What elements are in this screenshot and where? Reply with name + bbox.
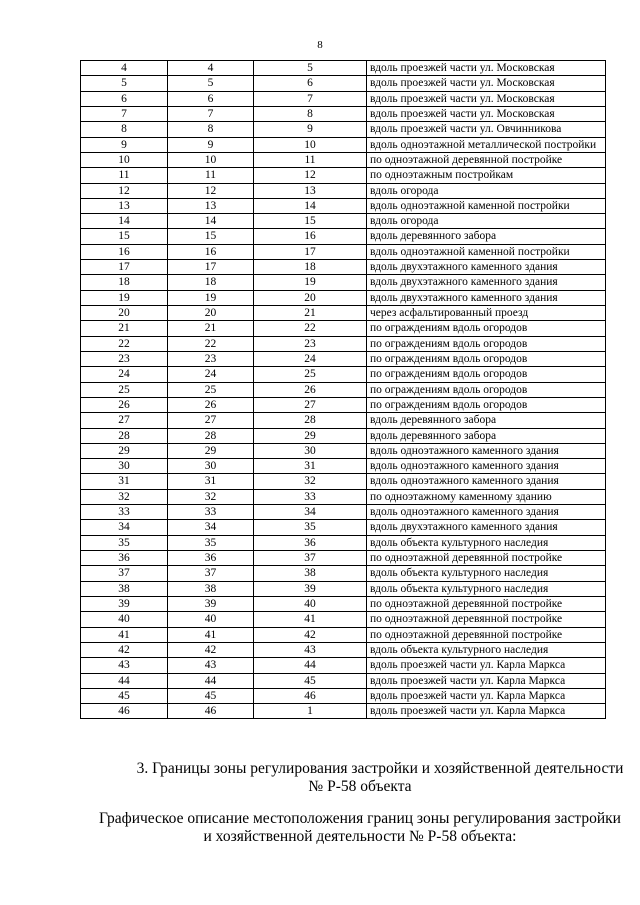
point-from-cell: 12 (81, 183, 168, 198)
point-from-cell: 37 (81, 566, 168, 581)
table-row (81, 198, 606, 213)
segment-end-cell: 17 (254, 244, 367, 259)
segment-start-cell: 31 (168, 474, 254, 489)
segment-end-cell: 19 (254, 275, 367, 290)
segment-end-cell: 31 (254, 459, 367, 474)
segment-end-cell: 42 (254, 627, 367, 642)
segment-end-cell: 21 (254, 306, 367, 321)
segment-start-cell: 16 (168, 244, 254, 259)
segment-end-cell: 10 (254, 137, 367, 152)
boundary-description-cell: вдоль объекта культурного наследия (367, 642, 606, 657)
table-row (81, 505, 606, 520)
segment-end-cell: 41 (254, 612, 367, 627)
segment-start-cell: 34 (168, 520, 254, 535)
boundary-description-cell: вдоль деревянного забора (367, 413, 606, 428)
point-from-cell: 7 (81, 106, 168, 121)
boundary-description-cell: по ограждениям вдоль огородов (367, 367, 606, 382)
point-from-cell: 31 (81, 474, 168, 489)
segment-start-cell: 43 (168, 658, 254, 673)
segment-start-cell: 12 (168, 183, 254, 198)
segment-end-cell: 13 (254, 183, 367, 198)
table-row (81, 214, 606, 229)
segment-start-cell: 30 (168, 459, 254, 474)
boundary-description-cell: вдоль проезжей части ул. Московская (367, 91, 606, 106)
segment-end-cell: 45 (254, 673, 367, 688)
boundary-description-cell: вдоль проезжей части ул. Овчинникова (367, 122, 606, 137)
table-row (81, 596, 606, 611)
segment-end-cell: 43 (254, 642, 367, 657)
segment-end-cell: 23 (254, 336, 367, 351)
point-from-cell: 6 (81, 91, 168, 106)
segment-start-cell: 29 (168, 443, 254, 458)
point-from-cell: 14 (81, 214, 168, 229)
segment-start-cell: 4 (168, 61, 254, 76)
point-from-cell: 41 (81, 627, 168, 642)
table-row (81, 489, 606, 504)
graphic-description-paragraph (80, 810, 640, 846)
segment-end-cell: 5 (254, 61, 367, 76)
table-row (81, 229, 606, 244)
segment-start-cell: 13 (168, 198, 254, 213)
boundary-description-cell: вдоль двухэтажного каменного здания (367, 275, 606, 290)
segment-start-cell: 14 (168, 214, 254, 229)
table-row (81, 535, 606, 550)
segment-start-cell: 17 (168, 260, 254, 275)
segment-start-cell: 11 (168, 168, 254, 183)
segment-end-cell: 16 (254, 229, 367, 244)
point-from-cell: 29 (81, 443, 168, 458)
table-row (81, 382, 606, 397)
table-row (81, 306, 606, 321)
table-row (81, 474, 606, 489)
table-row (81, 275, 606, 290)
boundary-description-cell: через асфальтированный проезд (367, 306, 606, 321)
point-from-cell: 38 (81, 581, 168, 596)
point-from-cell: 43 (81, 658, 168, 673)
boundary-description-cell: по ограждениям вдоль огородов (367, 321, 606, 336)
point-from-cell: 26 (81, 397, 168, 412)
boundary-description-cell: вдоль проезжей части ул. Карла Маркса (367, 658, 606, 673)
boundary-description-cell: вдоль одноэтажной каменной постройки (367, 244, 606, 259)
segment-start-cell: 9 (168, 137, 254, 152)
boundary-description-cell: по ограждениям вдоль огородов (367, 351, 606, 366)
boundary-description-cell: по одноэтажной деревянной постройке (367, 612, 606, 627)
boundary-table-container (80, 60, 605, 719)
boundary-description-cell: вдоль проезжей части ул. Карла Маркса (367, 688, 606, 703)
point-from-cell: 22 (81, 336, 168, 351)
table-row (81, 168, 606, 183)
segment-start-cell: 27 (168, 413, 254, 428)
segment-start-cell: 6 (168, 91, 254, 106)
section-heading (80, 760, 640, 796)
boundary-description-cell: вдоль двухэтажного каменного здания (367, 290, 606, 305)
segment-start-cell: 26 (168, 397, 254, 412)
segment-end-cell: 8 (254, 106, 367, 121)
segment-end-cell: 22 (254, 321, 367, 336)
boundary-description-cell: вдоль объекта культурного наследия (367, 581, 606, 596)
boundary-description-cell: вдоль проезжей части ул. Карла Маркса (367, 673, 606, 688)
boundary-description-cell: вдоль огорода (367, 214, 606, 229)
boundary-description-cell: вдоль одноэтажного каменного здания (367, 443, 606, 458)
point-from-cell: 35 (81, 535, 168, 550)
table-row (81, 122, 606, 137)
table-row (81, 137, 606, 152)
section-heading-line-2: № Р-58 объекта (308, 778, 412, 795)
boundary-description-cell: вдоль одноэтажной металлической постройки (367, 137, 606, 152)
boundary-description-cell: по ограждениям вдоль огородов (367, 397, 606, 412)
segment-start-cell: 44 (168, 673, 254, 688)
segment-end-cell: 32 (254, 474, 367, 489)
boundary-description-table (80, 60, 606, 719)
segment-start-cell: 40 (168, 612, 254, 627)
point-from-cell: 5 (81, 76, 168, 91)
segment-start-cell: 36 (168, 551, 254, 566)
point-from-cell: 36 (81, 551, 168, 566)
boundary-description-cell: вдоль проезжей части ул. Московская (367, 76, 606, 91)
segment-start-cell: 37 (168, 566, 254, 581)
segment-end-cell: 26 (254, 382, 367, 397)
boundary-description-cell: вдоль объекта культурного наследия (367, 566, 606, 581)
segment-end-cell: 20 (254, 290, 367, 305)
table-row (81, 413, 606, 428)
segment-end-cell: 30 (254, 443, 367, 458)
table-row (81, 443, 606, 458)
segment-start-cell: 42 (168, 642, 254, 657)
boundary-description-cell: вдоль одноэтажного каменного здания (367, 505, 606, 520)
table-row (81, 581, 606, 596)
table-row (81, 551, 606, 566)
boundary-description-cell: вдоль деревянного забора (367, 428, 606, 443)
segment-end-cell: 11 (254, 152, 367, 167)
boundary-description-cell: вдоль одноэтажного каменного здания (367, 459, 606, 474)
segment-end-cell: 37 (254, 551, 367, 566)
boundary-description-cell: по ограждениям вдоль огородов (367, 382, 606, 397)
segment-start-cell: 39 (168, 596, 254, 611)
point-from-cell: 42 (81, 642, 168, 657)
segment-end-cell: 29 (254, 428, 367, 443)
segment-end-cell: 14 (254, 198, 367, 213)
point-from-cell: 21 (81, 321, 168, 336)
segment-start-cell: 7 (168, 106, 254, 121)
segment-end-cell: 39 (254, 581, 367, 596)
table-row (81, 673, 606, 688)
segment-end-cell: 35 (254, 520, 367, 535)
segment-end-cell: 33 (254, 489, 367, 504)
table-row (81, 91, 606, 106)
point-from-cell: 16 (81, 244, 168, 259)
segment-end-cell: 1 (254, 704, 367, 719)
point-from-cell: 4 (81, 61, 168, 76)
segment-start-cell: 23 (168, 351, 254, 366)
segment-start-cell: 35 (168, 535, 254, 550)
segment-end-cell: 7 (254, 91, 367, 106)
table-row (81, 520, 606, 535)
segment-end-cell: 18 (254, 260, 367, 275)
segment-end-cell: 34 (254, 505, 367, 520)
table-row (81, 566, 606, 581)
table-row (81, 428, 606, 443)
point-from-cell: 17 (81, 260, 168, 275)
segment-start-cell: 15 (168, 229, 254, 244)
boundary-description-cell: вдоль проезжей части ул. Карла Маркса (367, 704, 606, 719)
segment-start-cell: 19 (168, 290, 254, 305)
table-row (81, 321, 606, 336)
segment-end-cell: 12 (254, 168, 367, 183)
segment-end-cell: 27 (254, 397, 367, 412)
point-from-cell: 33 (81, 505, 168, 520)
segment-start-cell: 25 (168, 382, 254, 397)
table-row (81, 244, 606, 259)
point-from-cell: 34 (81, 520, 168, 535)
table-row (81, 351, 606, 366)
segment-end-cell: 9 (254, 122, 367, 137)
boundary-description-cell: вдоль огорода (367, 183, 606, 198)
boundary-description-cell: вдоль проезжей части ул. Московская (367, 61, 606, 76)
point-from-cell: 9 (81, 137, 168, 152)
boundary-description-cell: вдоль двухэтажного каменного здания (367, 520, 606, 535)
segment-end-cell: 25 (254, 367, 367, 382)
segment-start-cell: 20 (168, 306, 254, 321)
segment-start-cell: 41 (168, 627, 254, 642)
segment-start-cell: 46 (168, 704, 254, 719)
table-row (81, 397, 606, 412)
boundary-description-cell: вдоль двухэтажного каменного здания (367, 260, 606, 275)
segment-end-cell: 28 (254, 413, 367, 428)
table-body (81, 61, 606, 719)
segment-start-cell: 22 (168, 336, 254, 351)
segment-end-cell: 40 (254, 596, 367, 611)
point-from-cell: 46 (81, 704, 168, 719)
segment-start-cell: 18 (168, 275, 254, 290)
boundary-description-cell: по одноэтажной деревянной постройке (367, 627, 606, 642)
point-from-cell: 30 (81, 459, 168, 474)
point-from-cell: 18 (81, 275, 168, 290)
segment-start-cell: 8 (168, 122, 254, 137)
point-from-cell: 27 (81, 413, 168, 428)
table-row (81, 367, 606, 382)
point-from-cell: 11 (81, 168, 168, 183)
table-row (81, 704, 606, 719)
point-from-cell: 8 (81, 122, 168, 137)
point-from-cell: 28 (81, 428, 168, 443)
segment-end-cell: 6 (254, 76, 367, 91)
boundary-description-cell: вдоль одноэтажной каменной постройки (367, 198, 606, 213)
boundary-description-cell: вдоль деревянного забора (367, 229, 606, 244)
point-from-cell: 13 (81, 198, 168, 213)
segment-start-cell: 45 (168, 688, 254, 703)
table-row (81, 290, 606, 305)
table-row (81, 612, 606, 627)
point-from-cell: 44 (81, 673, 168, 688)
point-from-cell: 45 (81, 688, 168, 703)
segment-start-cell: 5 (168, 76, 254, 91)
boundary-description-cell: по одноэтажному каменному зданию (367, 489, 606, 504)
page-number: 8 (317, 39, 323, 51)
segment-start-cell: 32 (168, 489, 254, 504)
table-row (81, 183, 606, 198)
segment-end-cell: 24 (254, 351, 367, 366)
table-row (81, 658, 606, 673)
segment-end-cell: 15 (254, 214, 367, 229)
description-line-2: и хозяйственной деятельности № Р-58 объекта: (203, 828, 517, 845)
point-from-cell: 23 (81, 351, 168, 366)
point-from-cell: 10 (81, 152, 168, 167)
boundary-description-cell: по одноэтажной деревянной постройке (367, 551, 606, 566)
segment-end-cell: 36 (254, 535, 367, 550)
point-from-cell: 24 (81, 367, 168, 382)
segment-start-cell: 33 (168, 505, 254, 520)
boundary-description-cell: вдоль объекта культурного наследия (367, 535, 606, 550)
description-line-1: Графическое описание местоположения границ зоны регулирования застройки (99, 810, 621, 827)
section-heading-line-1: 3. Границы зоны регулирования застройки и хозяйственной деятельности (136, 760, 624, 777)
table-row (81, 152, 606, 167)
segment-start-cell: 10 (168, 152, 254, 167)
point-from-cell: 15 (81, 229, 168, 244)
point-from-cell: 39 (81, 596, 168, 611)
segment-end-cell: 38 (254, 566, 367, 581)
table-row (81, 106, 606, 121)
boundary-description-cell: по одноэтажной деревянной постройке (367, 152, 606, 167)
boundary-description-cell: по одноэтажной деревянной постройке (367, 596, 606, 611)
point-from-cell: 19 (81, 290, 168, 305)
boundary-description-cell: по одноэтажным постройкам (367, 168, 606, 183)
segment-end-cell: 44 (254, 658, 367, 673)
table-row (81, 76, 606, 91)
boundary-description-cell: вдоль одноэтажного каменного здания (367, 474, 606, 489)
segment-start-cell: 38 (168, 581, 254, 596)
table-row (81, 642, 606, 657)
table-row (81, 336, 606, 351)
boundary-description-cell: по ограждениям вдоль огородов (367, 336, 606, 351)
point-from-cell: 20 (81, 306, 168, 321)
segment-start-cell: 24 (168, 367, 254, 382)
table-row (81, 61, 606, 76)
table-row (81, 459, 606, 474)
point-from-cell: 40 (81, 612, 168, 627)
point-from-cell: 25 (81, 382, 168, 397)
point-from-cell: 32 (81, 489, 168, 504)
segment-start-cell: 28 (168, 428, 254, 443)
table-row (81, 688, 606, 703)
table-row (81, 627, 606, 642)
table-row (81, 260, 606, 275)
segment-end-cell: 46 (254, 688, 367, 703)
boundary-description-cell: вдоль проезжей части ул. Московская (367, 106, 606, 121)
segment-start-cell: 21 (168, 321, 254, 336)
